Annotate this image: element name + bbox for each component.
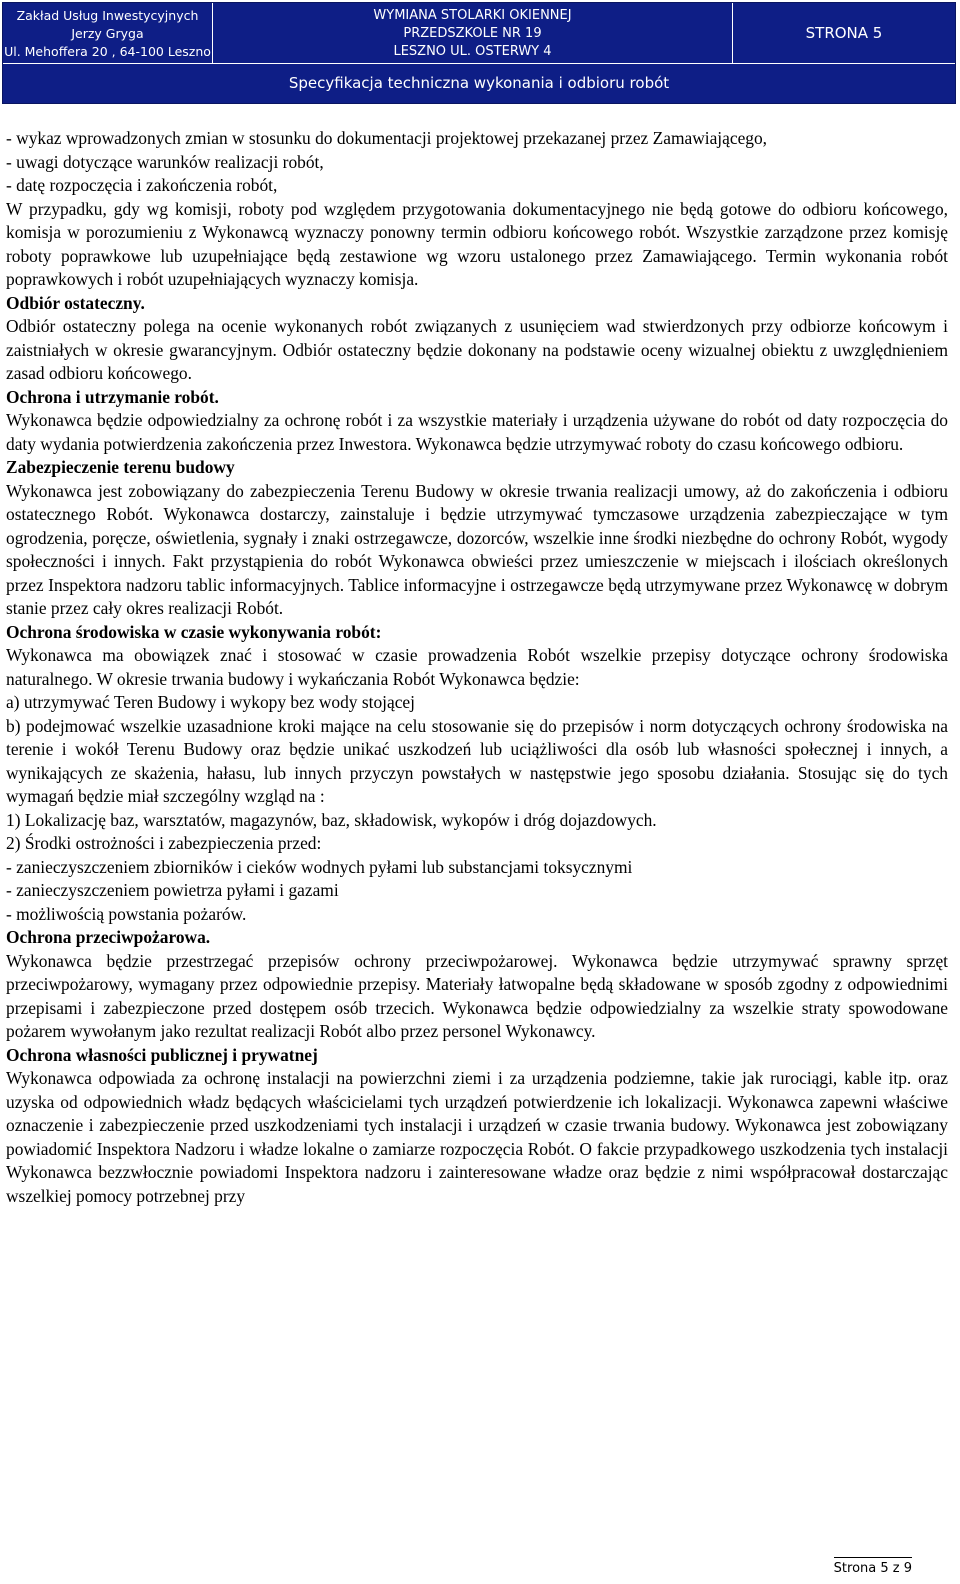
list-item: 2) Środki ostrożności i zabezpieczenia przed:	[6, 833, 322, 853]
section-heading: Ochrona i utrzymanie robót.	[6, 386, 219, 407]
section-heading: Odbiór ostateczny.	[6, 292, 145, 313]
document-subtitle: Specyfikacja techniczna wykonania i odbioru robót	[288, 74, 670, 92]
paragraph: Odbiór ostateczny polega na ocenie wykonanych robót związanych z usunięciem wad stwierdzonych przy odbiorze końcowym i zaistniałych w okresie gwarancyjnym. Odbiór ostateczny będzie dokonany na podstawie oceny wizualnej obiektu z uwzględnieniem zasad odbioru końcowego.	[6, 316, 948, 383]
header-page-label: STRONA 5	[805, 24, 883, 42]
paragraph: Wykonawca odpowiada za ochronę instalacji na powierzchni ziemi i za urządzenia podziemne, takie jak rurociągi, kable itp. oraz uzyska od odpowiednich władz będących właścicielami tych urządzeń potwierdzenie ich lokalizacji. Wykonawca zapewni właściwe oznaczenie i zabezpieczenie przed uszkodzeniami tych instalacji i urządzeń w czasie trwania budowy. Wykonawca jest zobowiązany powiadomić Inspektora Nadzoru i władze lokalne o zamiarze rozpoczęcia Robót. O fakcie przypadkowego uszkodzenia tych instalacji Wykonawca bezzwłocznie powiadomi Inspektora nadzoru i zainteresowane władze oraz będzie z nimi współpracował dostarczając wszelkiej pomocy potrzebnej przy	[6, 1068, 948, 1206]
list-item: - zanieczyszczeniem powietrza pyłami i gazami	[6, 880, 339, 900]
project-building: PRZEDSZKOLE NR 19	[403, 26, 542, 41]
paragraph: Wykonawca będzie odpowiedzialny za ochronę robót i za wszystkie materiały i urządzenia używane do robót od daty rozpoczęcia do daty wydania potwierdzenia zakończenia przez Inwestora. Wykonawca będzie utrzymywać roboty do czasu końcowego odbioru.	[6, 410, 948, 454]
company-owner: Jerzy Gryga	[71, 26, 144, 41]
project-location: LESZNO UL. OSTERWY 4	[393, 44, 552, 59]
list-item: - zanieczyszczeniem zbiorników i cieków wodnych pyłami lub substancjami toksycznymi	[6, 856, 633, 877]
project-block	[213, 3, 733, 63]
list-item: - możliwością powstania pożarów.	[6, 903, 247, 924]
section-heading: Zabezpieczenie terenu budowy	[6, 457, 235, 477]
company-address: Ul. Mehoffera 20 , 64-100 Leszno	[4, 44, 211, 59]
paragraph: Wykonawca ma obowiązek znać i stosować w czasie prowadzenia Robót wszelkie przepisy dotyczące ochrony środowiska naturalnego. W okresie trwania budowy i wykańczania Robót Wykonawca będzie:	[6, 645, 948, 689]
page-footer-number: Strona 5 z 9	[834, 1557, 912, 1576]
paragraph: Wykonawca będzie przestrzegać przepisów ochrony przeciwpożarowej. Wykonawca będzie utrzymywać sprawny sprzęt przeciwpożarowy, wymagany przez odpowiednie przepisy. Materiały łatwopalne będą składowane w sposób zgodny z odpowiednimi przepisami i zabezpieczone przed dostępem osób trzecich. Wykonawca będzie odpowiedzialny za wszelkie straty spowodowane pożarem wywołanym jako rezultat realizacji Robót albo przez personel Wykonawcy.	[6, 950, 948, 1041]
section-heading: Ochrona własności publicznej i prywatnej	[6, 1044, 318, 1065]
paragraph: - uwagi dotyczące warunków realizacji robót,	[6, 151, 324, 172]
page-header	[2, 2, 956, 104]
document-body	[6, 127, 948, 1208]
project-title: WYMIANA STOLARKI OKIENNEJ	[373, 8, 572, 23]
paragraph: - datę rozpoczęcia i zakończenia robót,	[6, 175, 278, 195]
list-item: a) utrzymywać Teren Budowy i wykopy bez wody stojącej	[6, 692, 415, 712]
paragraph: Wykonawca jest zobowiązany do zabezpieczenia Terenu Budowy w okresie trwania realizacji umowy, aż do zakończenia i odbioru ostatecznego Robót. Wykonawca dostarczy, zainstaluje i będzie utrzymywać tymczasowe urządzenia zabezpieczające w tym ogrodzenia, poręcze, oświetlenia, sygnały i znaki ostrzegawcze, dozorców, wszelkie inne środki niezbędne do ochrony Robót, wygody społeczności i innych. Fakt przystąpienia do robót Wykonawca obwieści przez umieszczenie w miejscach i ilościach określonych przez Inspektora nadzoru tablic informacyjnych. Tablice informacyjne i ostrzegawcze będą utrzymywane przez Wykonawcę w dobrym stanie przez cały okres realizacji Robót.	[6, 480, 948, 618]
list-item: b) podejmować wszelkie uzasadnione kroki mające na celu stosowanie się do przepisów i norm dotyczących ochrony środowiska na terenie i wokół Terenu Budowy oraz będzie unikać uszkodzeń lub uciążliwości dla osób lub własności społecznej i innych, a wynikających ze skażenia, hałasu, lub innych przyczyn powstałych w następstwie jego sposobu działania. Stosując się do tych wymagań będzie miał szczególny wzgląd na :	[6, 715, 948, 806]
paragraph: - wykaz wprowadzonych zmian w stosunku do dokumentacji projektowej przekazanej przez Zamawiającego,	[6, 128, 768, 148]
company-block	[3, 3, 213, 63]
list-item: 1) Lokalizację baz, warsztatów, magazynów, baz, składowisk, wykopów i dróg dojazdowych.	[6, 809, 657, 830]
section-heading: Ochrona przeciwpożarowa.	[6, 927, 211, 947]
paragraph: W przypadku, gdy wg komisji, roboty pod względem przygotowania dokumentacyjnego nie będą gotowe do odbioru końcowego, komisja w porozumieniu z Wykonawcą wyznaczy ponowny termin odbioru końcowego robót. Wszystkie zarządzone przez komisję roboty poprawkowe lub uzupełniające będą zestawione wg wzoru ustalonego przez Zamawiającego. Termin wykonania robót poprawkowych i robót uzupełniających wyznaczy komisja.	[6, 198, 948, 289]
company-name: Zakład Usług Inwestycyjnych	[16, 8, 199, 23]
section-heading: Ochrona środowiska w czasie wykonywania robót:	[6, 621, 382, 642]
